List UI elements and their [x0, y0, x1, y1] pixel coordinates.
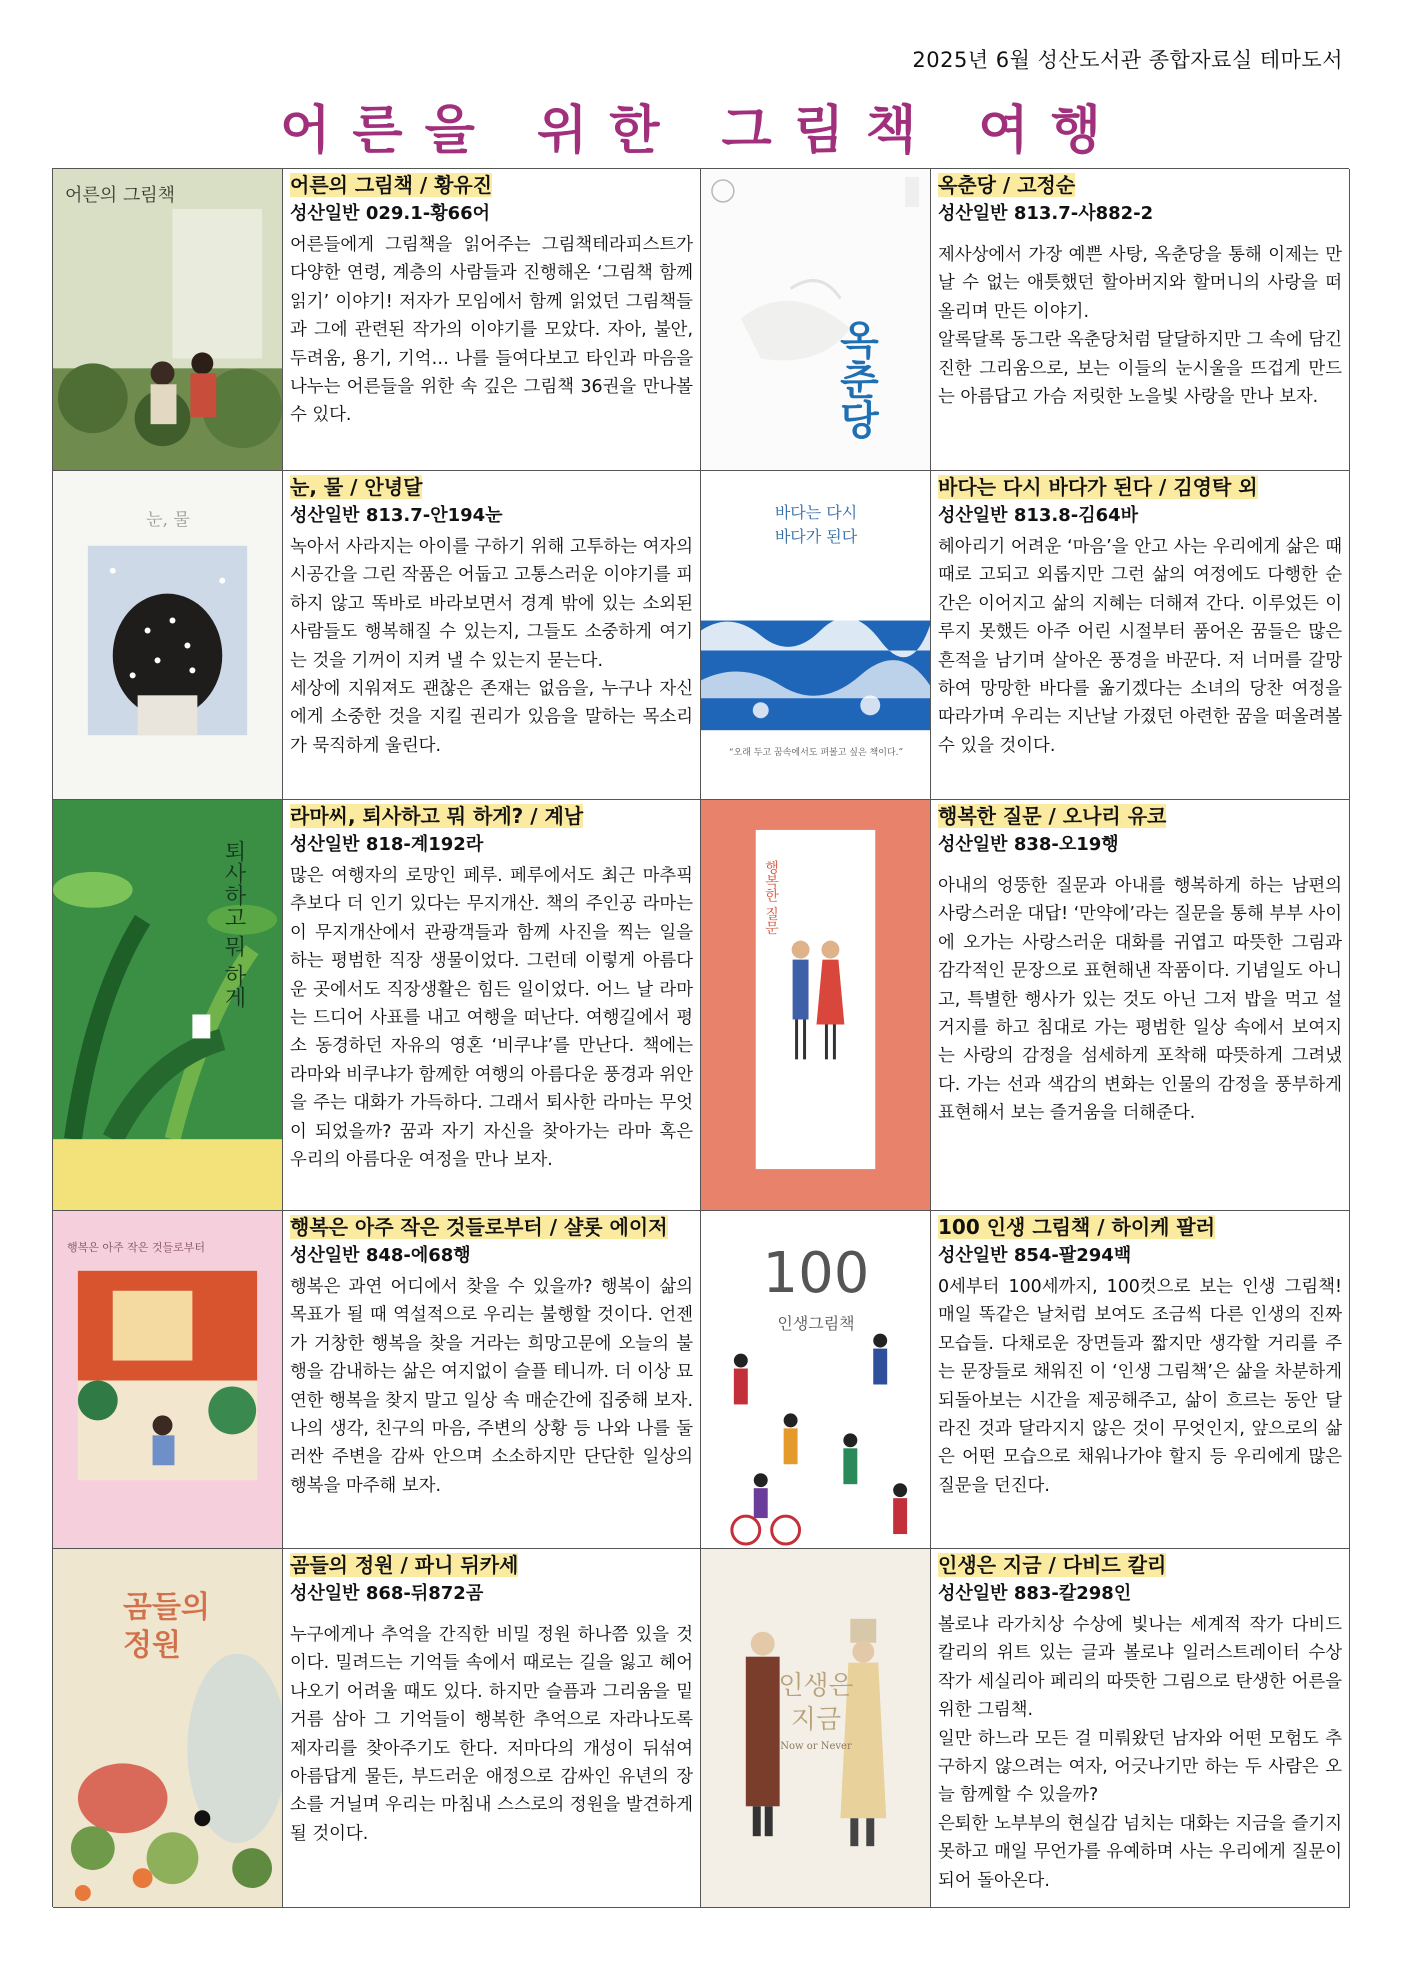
book-description-8: 0세부터 100세까지, 100컷으로 보는 인생 그림책! 매일 똑같은 날처럼 보여도 조금씩 다른 인생의 진짜 모습들. 다채로운 장면들과 짧지만 생각할 거리를 주는 문장들로 채워진 이 ‘인생 그림책’은 삶을 차분하게 되돌아보는 시간을 제공해주고, 삶이 흐르는 동안 달라진 것과 달라지지 않은 것이 무엇인지, 앞으로의 삶은 어떤 모습으로 채워나가야 할지 등 우리에게 많은 질문을 던진다. [938, 1277, 1342, 1496]
call-number-9: 성산일반 868-뒤872곰 [290, 1583, 484, 1604]
book-info-5 [283, 800, 701, 1211]
book-grid [52, 168, 1349, 1907]
cover-quote-4: “오래 두고 꿈속에서도 펴볼고 싶은 책이다.” [728, 748, 904, 758]
cover-title-7: 행복은 아주 작은 것들로부터 [67, 1241, 206, 1254]
cover-title-6: 행복한 질문 [763, 860, 779, 935]
book-cover-5 [53, 800, 283, 1211]
book-cover-10 [701, 1549, 931, 1908]
book-description-3: 녹아서 사라지는 아이를 구하기 위해 고투하는 여자의 시공간을 그린 작품은 어둡고 고통스러운 이야기를 피하지 않고 똑바로 바라보면서 경계 밖에 있는 소외된 사람들도 행복해질 수 있는지, 그들도 소중하게 여기는 것을 기꺼이 지켜 낼 수 있는지 묻는다. 세상에 지워져도 괜찮은 존재는 없음을, 누구나 자신에게 소중한 것을 지킬 권리가 있음을 말하는 목소리가 묵직하게 울린다. [290, 537, 693, 756]
book-title-9: 곰들의 정원 / 파니 뒤카세 [290, 1553, 519, 1577]
book-cover-2 [701, 169, 931, 471]
cover-subtitle-8: 인생그림책 [777, 1314, 855, 1333]
call-number-1: 성산일반 029.1-황66어 [290, 203, 491, 224]
cover-title-2: 옥춘당 [833, 319, 880, 439]
book-cover-7 [53, 1211, 283, 1549]
cover-subtitle-10: Now or Never [780, 1741, 852, 1752]
cover-title-9: 곰들의 정원 [123, 1590, 210, 1663]
book-description-4: 헤아리기 어려운 ‘마음’을 안고 사는 우리에게 삶은 때때로 고되고 외롭지만 그런 삶의 여정에도 다행한 순간은 이어지고 삶의 지혜는 더해져 간다. 이루었든 이루지 못했든 아주 어린 시절부터 품어온 꿈들은 많은 흔적을 남기며 살아온 풍경을 바꾼다. 저 너머를 갈망하여 망망한 바다를 옮기겠다는 소녀의 당찬 여정을 따라가며 우리는 지난날 가졌던 아련한 꿈을 떠올려볼 수 있을 것이다. [938, 537, 1342, 756]
call-number-10: 성산일반 883-칼298인 [938, 1583, 1132, 1604]
book-title-5: 라마씨, 퇴사하고 뭐 하게? / 계남 [290, 804, 584, 828]
book-title-8: 100 인생 그림책 / 하이케 팔러 [938, 1215, 1216, 1239]
cover-title-4: 바다는 다시 바다가 된다 [774, 503, 858, 546]
call-number-6: 성산일반 838-오19행 [938, 834, 1119, 855]
cover-title-10: 인생은 지금 [778, 1671, 854, 1735]
book-title-4: 바다는 다시 바다가 된다 / 김영탁 외 [938, 475, 1258, 499]
cover-title-5: 퇴사하고 뭐 하게 [221, 840, 246, 1008]
call-number-7: 성산일반 848-에68행 [290, 1245, 471, 1266]
book-title-1: 어른의 그림책 / 황유진 [290, 173, 493, 197]
book-description-10: 볼로냐 라가치상 수상에 빛나는 세계적 작가 다비드 칼리의 위트 있는 글과 볼로냐 일러스트레이터 수상 작가 세실리아 페리의 따뜻한 그림으로 탄생한 어른을 위한 그림책. 일만 하느라 모든 걸 미뤄왔던 남자와 어떤 모험도 추구하지 않으려는 여자, 어긋나기만 하는 두 사람은 오늘 함께할 수 있을까? 은퇴한 노부부의 현실감 넘치는 대화는 지금을 즐기지 못하고 매일 무언가를 유예하며 사는 우리에게 질문이 되어 돌아온다. [938, 1615, 1342, 1891]
call-number-4: 성산일반 813.8-김64바 [938, 505, 1139, 526]
book-title-7: 행복은 아주 작은 것들로부터 / 샬롯 에이저 [290, 1215, 668, 1239]
book-info-3 [283, 471, 701, 800]
book-info-9 [283, 1549, 701, 1908]
book-cover-8 [701, 1211, 931, 1549]
cover-title-1: 어른의 그림책 [65, 185, 176, 206]
book-info-4 [931, 471, 1350, 800]
book-title-3: 눈, 물 / 안녕달 [290, 475, 423, 499]
book-info-8 [931, 1211, 1350, 1549]
book-info-1 [283, 169, 701, 471]
book-cover-9 [53, 1549, 283, 1908]
book-cover-3 [53, 471, 283, 800]
book-description-9: 누구에게나 추억을 간직한 비밀 정원 하나쯤 있을 것이다. 밀려드는 기억들 속에서 때로는 길을 잃고 헤어 나오기 어려울 때도 있다. 하지만 슬픔과 그리움을 밑거름 삼아 그 기억들이 행복한 추억으로 자라나도록 제자리를 찾아주기도 한다. 저마다의 개성이 뒤섞여 아름답게 물든, 부드러운 애정으로 감싸인 유년의 장소를 거닐며 우리는 마침내 스스로의 정원을 발견하게 될 것이다. [290, 1625, 693, 1844]
book-description-6: 아내의 엉뚱한 질문과 아내를 행복하게 하는 남편의 사랑스러운 대답! ‘만약에’라는 질문을 통해 부부 사이에 오가는 사랑스러운 대화를 귀엽고 따뜻한 그림과 감각적인 문장으로 표현해낸 작품이다. 기념일도 아니고, 특별한 행사가 있는 것도 아닌 그저 밥을 먹고 설거지를 하고 침대로 가는 평범한 일상 속에서 보여지는 사랑의 감정을 섬세하게 포착해 따뜻하게 그려냈다. 가는 선과 색감의 변화는 인물의 감정을 풍부하게 표현해서 보는 즐거움을 더해준다. [938, 876, 1342, 1124]
call-number-3: 성산일반 813.7-안194눈 [290, 505, 503, 526]
book-title-6: 행복한 질문 / 오나리 유코 [938, 804, 1167, 828]
book-cover-1 [53, 169, 283, 471]
book-info-2 [931, 169, 1350, 471]
book-description-2: 제사상에서 가장 예쁜 사탕, 옥춘당을 통해 이제는 만날 수 없는 애틋했던 할아버지와 할머니의 사랑을 떠올리며 만든 이야기. 알록달록 동그란 옥춘당처럼 달달하지만 그 속에 담긴 진한 그리움으로, 보는 이들의 눈시울을 뜨겁게 만드는 아름답고 가슴 저릿한 노을빛 사랑을 만나 보자. [938, 245, 1342, 408]
book-description-5: 많은 여행자의 로망인 페루. 페루에서도 최근 마추픽추보다 더 인기 있다는 무지개산. 책의 주인공 라마는 이 무지개산에서 관광객들과 함께 사진을 찍는 일을 하는 평범한 직장 생물이었다. 그런데 이렇게 아름다운 곳에서도 직장생활은 힘든 일이었다. 어느 날 라마는 드디어 사표를 내고 여행을 떠난다. 여행길에서 평소 동경하던 자유의 영혼 ‘비쿠냐’를 만난다. 책에는 라마와 비쿠냐가 함께한 여행의 아름다운 풍경과 위안을 주는 대화가 가득하다. 그래서 퇴사한 라마는 무엇이 되었을까? 꿈과 자기 자신을 찾아가는 라마 혹은 우리의 아름다운 여정을 만나 보자. [290, 866, 693, 1171]
call-number-2: 성산일반 813.7-사882-2 [938, 203, 1154, 224]
book-title-2: 옥춘당 / 고정순 [938, 173, 1076, 197]
cover-title-3: 눈, 물 [146, 510, 190, 530]
book-title-10: 인생은 지금 / 다비드 칼리 [938, 1553, 1167, 1577]
book-cover-6 [701, 800, 931, 1211]
header-top-line: 2025년 6월 성산도서관 종합자료실 테마도서 [912, 48, 1343, 72]
book-info-10 [931, 1549, 1350, 1908]
book-cover-4 [701, 471, 931, 800]
call-number-8: 성산일반 854-팔294백 [938, 1245, 1132, 1266]
cover-title-8: 100 [762, 1241, 870, 1306]
book-info-7 [283, 1211, 701, 1549]
call-number-5: 성산일반 818-계192라 [290, 834, 484, 855]
book-description-1: 어른들에게 그림책을 읽어주는 그림책테라피스트가 다양한 연령, 계층의 사람들과 진행해온 ‘그림책 함께 읽기’ 이야기! 저자가 모임에서 함께 읽었던 그림책들과 그에 관련된 작가의 이야기를 모았다. 자아, 불안, 두려움, 용기, 기억… 나를 들여다보고 타인과 마음을 나누는 어른들을 위한 속 깊은 그림책 36권을 만나볼 수 있다. [290, 235, 693, 426]
book-description-7: 행복은 과연 어디에서 찾을 수 있을까? 행복이 삶의 목표가 될 때 역설적으로 우리는 불행할 것이다. 언젠가 거창한 행복을 찾을 거라는 희망고문에 오늘의 불행을 감내하는 삶은 여지없이 슬플 테니까. 더 이상 묘연한 행복을 찾지 말고 일상 속 매순간에 집중해 보자. 나의 생각, 친구의 마음, 주변의 상황 등 나와 나를 둘러싼 주변을 감싸 안으며 소소하지만 단단한 일상의 행복을 마주해 보자. [290, 1277, 693, 1496]
book-info-6 [931, 800, 1350, 1211]
page-title: 어른을 위한 그림책 여행 [280, 101, 1123, 161]
